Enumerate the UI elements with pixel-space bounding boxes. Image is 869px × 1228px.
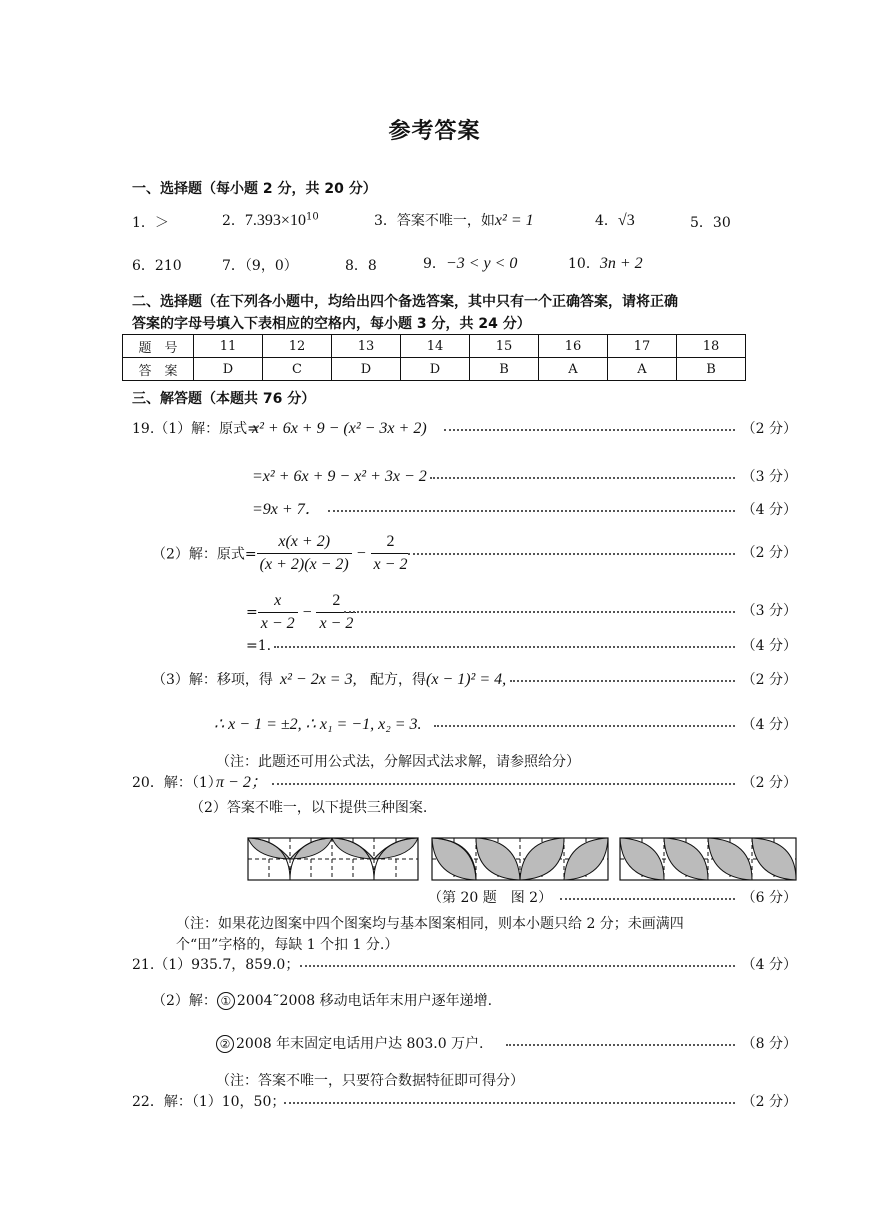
answer-cell: B: [470, 358, 539, 381]
question-cell: 18: [677, 335, 746, 358]
section2-heading-line2: 答案的字母号填入下表相应的空格内，每小题 3 分，共 24 分）: [132, 316, 531, 332]
q20-pattern-figure: [246, 836, 798, 882]
q19-2-line2: = $\frac{x}{x - 2}$ − $\frac{2}{x - 2}$: [246, 592, 356, 633]
answer-2: 2．$7.393\times 10^{10}$: [222, 211, 319, 229]
question-cell: 17: [608, 335, 677, 358]
q20-line2: （2）答案不唯一，以下提供三种图案.: [190, 800, 428, 816]
section3-heading: 三、解答题（本题共 76 分）: [132, 391, 316, 407]
q19-2-score-b: （3 分）: [132, 600, 797, 622]
row-label-question: 题 号: [123, 335, 194, 358]
question-cell: 15: [470, 335, 539, 358]
answer-cell: C: [263, 358, 332, 381]
q19-2-line3: =1. （4 分）: [246, 638, 797, 654]
section1-heading: 一、选择题（每小题 2 分，共 20 分）: [132, 181, 377, 197]
answer-cell: A: [539, 358, 608, 381]
q19-1-line1: 19.（1）解：原式= x² + 6x + 9 − (x² − 3x + 2) （2 分）: [132, 420, 797, 437]
answer-1: 1．＞: [132, 215, 169, 231]
answer-cell: D: [194, 358, 263, 381]
answer-10: 10．3n + 2: [568, 255, 643, 272]
question-cell: 13: [332, 335, 401, 358]
q19-3-line2: ∴ x − 1 = ±2, ∴ x₁ = −1, x₂ = 3. （4 分）: [214, 716, 797, 733]
q20-caption-row: （第 20 题 图 2） （6 分）: [132, 887, 797, 909]
pattern-3: [620, 838, 796, 880]
q19-1-line3: =9x + 7． （4 分）: [252, 501, 797, 518]
q21-line2: （2）解： ① 2004˜2008 移动电话年末用户逐年递增.: [152, 993, 493, 1009]
answer-8: 8．8: [345, 258, 377, 274]
answer-cell: B: [677, 358, 746, 381]
row-label-answer: 答 案: [123, 358, 194, 381]
question-cell: 14: [401, 335, 470, 358]
q19-note: （注：此题还可用公式法，分解因式法求解，请参照给分）: [216, 754, 580, 770]
answer-4: 4．√3: [595, 212, 635, 229]
q22-line1: 22．解：（1）10，50； （2 分）: [132, 1094, 797, 1110]
section2-heading-line1: 二、选择题（在下列各小题中，均给出四个备选答案，其中只有一个正确答案，请将正确: [132, 294, 678, 310]
q19-2-line1: （2）解：原式= $\frac{x(x + 2)}{(x + 2)(x - 2)}$ − $\frac{2}{x - 2}$: [152, 533, 410, 574]
q21-line3: ② 2008 年末固定电话用户达 803.0 万户. （8 分）: [132, 1033, 797, 1055]
answer-cell: D: [332, 358, 401, 381]
q19-3-line1: （3）解：移项，得 x² − 2x = 3, 配方，得 (x − 1)² = 4, （2 分）: [152, 671, 797, 688]
q20-note-line1: （注：如果花边图案中四个图案均与基本图案相同，则本小题只给 2 分；未画满四: [176, 916, 684, 932]
answer-table: [122, 334, 746, 381]
q20-line1: 20．解：（1） π − 2； （2 分）: [132, 774, 797, 791]
table-row: [123, 335, 746, 358]
pattern-1: [248, 838, 418, 880]
q19-2-score-a: （2 分）: [132, 542, 797, 564]
answer-5: 5．30: [690, 215, 731, 231]
q19-1-line2: =x² + 6x + 9 − x² + 3x − 2 （3 分）: [252, 468, 797, 485]
answer-7: 7．（9，0）: [222, 258, 298, 274]
answer-cell: A: [608, 358, 677, 381]
q21-line1: 21.（1）935.7，859.0； （4 分）: [132, 957, 797, 973]
question-cell: 11: [194, 335, 263, 358]
question-cell: 16: [539, 335, 608, 358]
table-row: [123, 358, 746, 381]
question-cell: 12: [263, 335, 332, 358]
answer-cell: D: [401, 358, 470, 381]
q20-caption: （第 20 题 图 2）: [428, 890, 553, 906]
answer-3: 3．答案不唯一，如x² = 1: [374, 212, 534, 229]
answer-9: 9．−3 < y < 0: [423, 255, 518, 272]
answer-6: 6．210: [132, 258, 182, 274]
q21-note: （注：答案不唯一，只要符合数据特征即可得分）: [216, 1073, 524, 1089]
pattern-2: [432, 838, 608, 880]
q20-note-line2: 个“田”字格的，每缺 1 个扣 1 分.）: [176, 937, 399, 953]
page-title: 参考答案: [388, 119, 481, 144]
